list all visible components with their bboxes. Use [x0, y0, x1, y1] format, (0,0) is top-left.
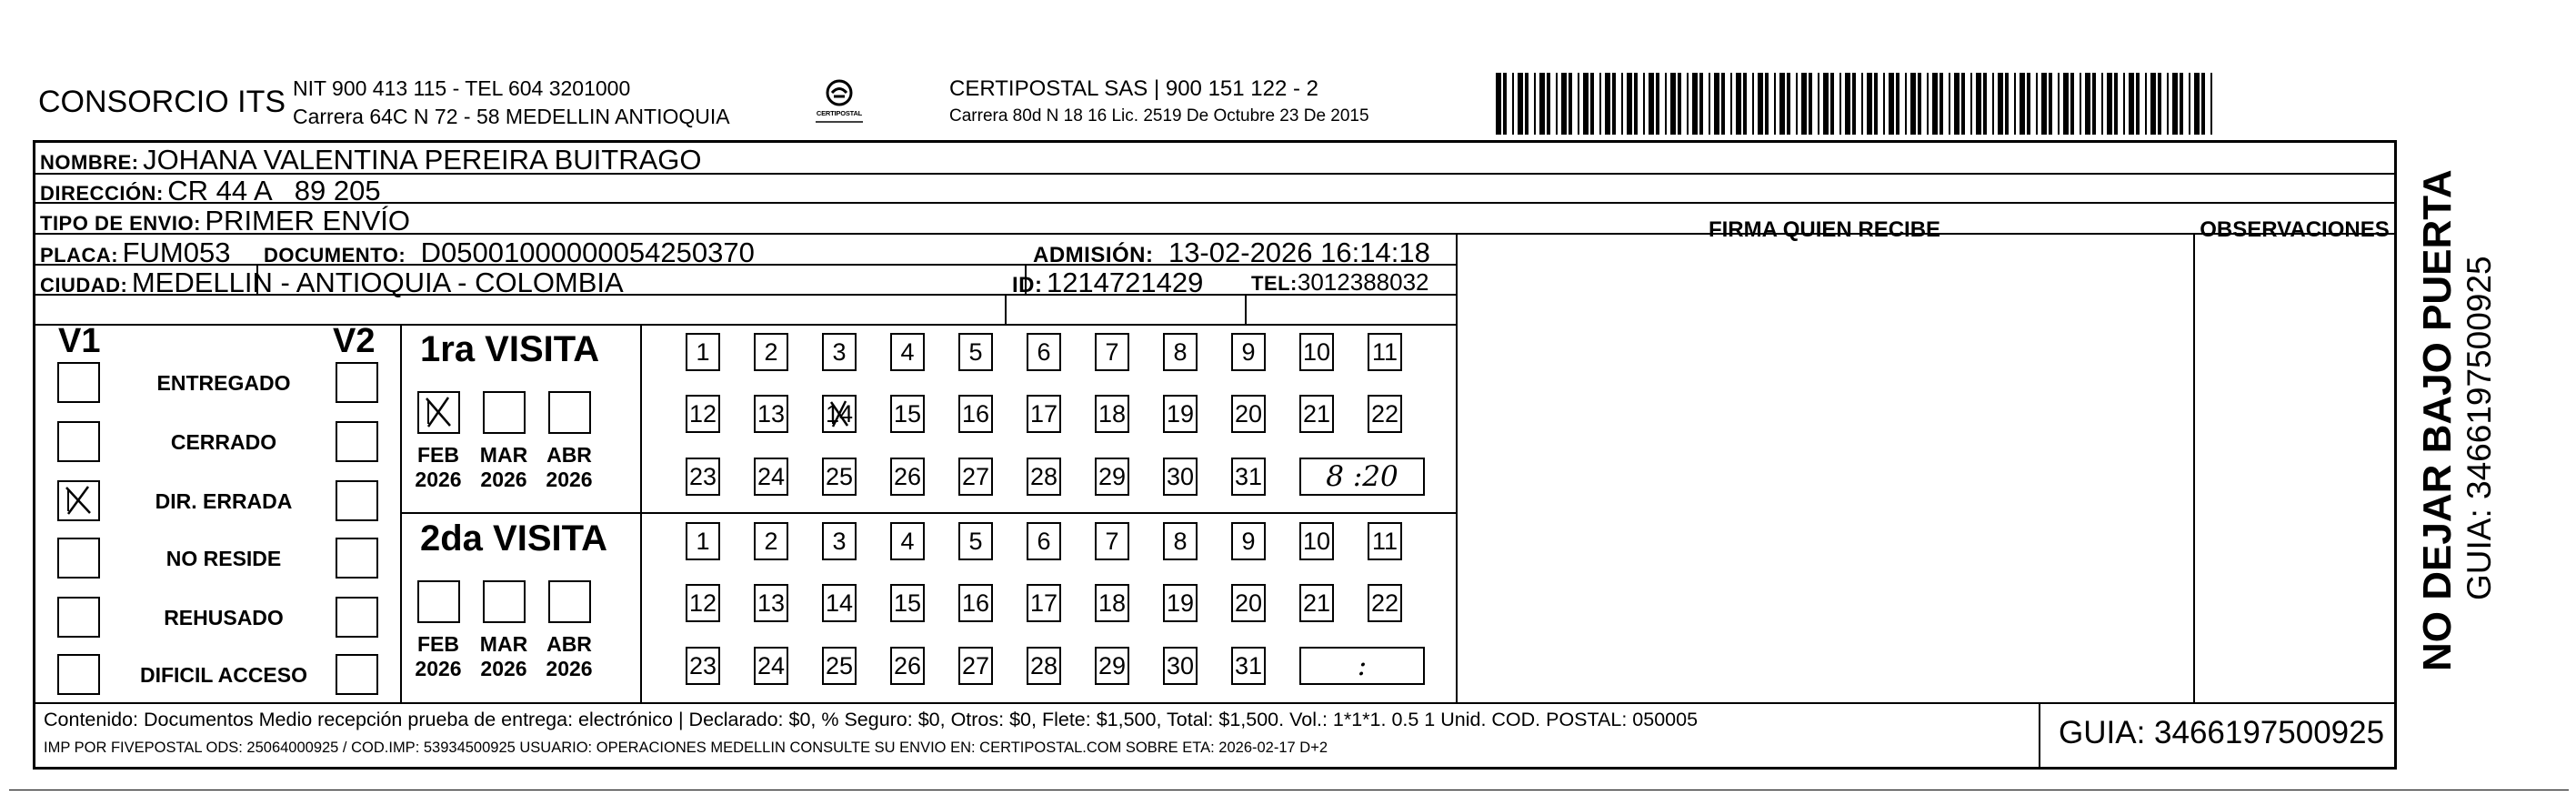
- barcode-bar: [1670, 73, 1676, 135]
- barcode-bar: [1823, 73, 1829, 135]
- admision-cell: [1033, 238, 1430, 267]
- barcode: [1494, 73, 2220, 135]
- month-checkbox[interactable]: [417, 391, 460, 434]
- day-box[interactable]: 4: [890, 333, 925, 371]
- id-value: 1214721429: [1046, 267, 1204, 298]
- day-box[interactable]: 18: [1095, 395, 1129, 433]
- side-guia: GUIA: 3466197500925: [2461, 256, 2498, 600]
- day-box[interactable]: 23: [686, 458, 720, 496]
- barcode-bar: [2027, 73, 2030, 135]
- barcode-bar: [1656, 73, 1659, 135]
- day-box[interactable]: 13: [754, 584, 788, 622]
- day-box[interactable]: 1: [686, 522, 720, 560]
- direccion-label: DIRECCIÓN:: [40, 182, 164, 205]
- day-box[interactable]: 9: [1231, 522, 1266, 560]
- month-label: [406, 632, 470, 681]
- documento-cell: [264, 238, 755, 267]
- barcode-bar: [2070, 73, 2074, 135]
- month-name: ABR: [546, 632, 592, 656]
- day-box[interactable]: 9: [1231, 333, 1266, 371]
- month-checkbox[interactable]: [548, 580, 591, 623]
- barcode-bar: [1561, 73, 1567, 135]
- day-box[interactable]: 21: [1299, 584, 1334, 622]
- barcode-bar: [1643, 73, 1645, 135]
- tipo-envio-row: [40, 206, 410, 235]
- month-checkbox[interactable]: [417, 580, 460, 623]
- day-box[interactable]: 8: [1163, 333, 1198, 371]
- day-box[interactable]: 27: [958, 647, 993, 685]
- barcode-bar: [1927, 73, 1929, 135]
- day-box[interactable]: 3: [822, 522, 857, 560]
- placa-value: FUM053: [122, 236, 231, 268]
- month-name: MAR: [479, 632, 528, 656]
- month-name: ABR: [546, 443, 592, 467]
- day-box[interactable]: 16: [958, 395, 993, 433]
- barcode-bar: [1954, 73, 1960, 135]
- visit2-title: 2da VISITA: [420, 518, 607, 559]
- day-box[interactable]: 27: [958, 458, 993, 496]
- month-year: 2026: [480, 657, 527, 680]
- barcode-bar: [1896, 73, 1899, 135]
- barcode-bar: [1918, 73, 1921, 135]
- barcode-bar: [1525, 73, 1529, 135]
- day-box[interactable]: 5: [958, 333, 993, 371]
- barcode-bar: [2101, 73, 2103, 135]
- id-cell: [1012, 268, 1203, 297]
- barcode-bar: [1889, 73, 1894, 135]
- barcode-bar: [1569, 73, 1572, 135]
- barcode-bar: [1983, 73, 1987, 135]
- barcode-bar: [1940, 73, 1943, 135]
- barcode-bar: [2080, 73, 2081, 135]
- barcode-bar: [1874, 73, 1878, 135]
- barcode-bar: [2210, 73, 2212, 135]
- barcode-bar: [2114, 73, 2118, 135]
- barcode-bar: [1665, 73, 1667, 135]
- ciudad-value: MEDELLIN - ANTIOQUIA - COLOMBIA: [131, 267, 624, 298]
- barcode-bar: [1709, 73, 1710, 135]
- barcode-bar: [2150, 73, 2156, 135]
- barcode-bar: [1992, 73, 1994, 135]
- status-label: DIR. ERRADA: [155, 489, 293, 513]
- day-box[interactable]: 26: [890, 458, 925, 496]
- month-label: [537, 632, 601, 681]
- barcode-bar: [2107, 73, 2112, 135]
- barcode-bar: [1809, 73, 1812, 135]
- placa-cell: [40, 238, 230, 267]
- day-box[interactable]: 19: [1163, 584, 1198, 622]
- barcode-bar: [1998, 73, 2003, 135]
- barcode-bar: [1730, 73, 1732, 135]
- v2-checkbox[interactable]: [336, 597, 378, 638]
- day-box[interactable]: 24: [754, 647, 788, 685]
- day-box[interactable]: 2: [754, 333, 788, 371]
- month-label: [472, 443, 536, 492]
- direccion-row: [40, 176, 381, 205]
- barcode-bar: [1590, 73, 1594, 135]
- day-box[interactable]: 25: [822, 647, 857, 685]
- month-year: 2026: [546, 657, 593, 680]
- observaciones-header: OBSERVACIONES: [2200, 217, 2390, 242]
- day-box[interactable]: 5: [958, 522, 993, 560]
- v1-checkbox[interactable]: [57, 480, 100, 521]
- time-box[interactable]: 8 :20: [1299, 458, 1425, 496]
- day-box[interactable]: 7: [1095, 333, 1129, 371]
- day-box[interactable]: 7: [1095, 522, 1129, 560]
- barcode-bar: [1692, 73, 1698, 135]
- day-box[interactable]: 23: [686, 647, 720, 685]
- barcode-bar: [2136, 73, 2140, 135]
- barcode-bar: [2014, 73, 2016, 135]
- barcode-bar: [1678, 73, 1681, 135]
- month-label: [472, 632, 536, 681]
- day-box[interactable]: 13: [754, 395, 788, 433]
- month-checkbox[interactable]: [548, 391, 591, 434]
- firma-header: FIRMA QUIEN RECIBE: [1708, 217, 1941, 242]
- documento-value: D05001000000054250370: [420, 236, 755, 268]
- day-box[interactable]: 2: [754, 522, 788, 560]
- barcode-bar: [2201, 73, 2205, 135]
- day-box[interactable]: 20: [1231, 395, 1266, 433]
- v1-checkbox[interactable]: [57, 597, 100, 638]
- day-box[interactable]: 15: [890, 395, 925, 433]
- barcode-bar: [1714, 73, 1719, 135]
- footer-guia: GUIA: 3466197500925: [2059, 715, 2385, 750]
- day-box[interactable]: 30: [1163, 647, 1198, 685]
- barcode-bar: [1496, 73, 1501, 135]
- day-box[interactable]: 1: [686, 333, 720, 371]
- barcode-bar: [1961, 73, 1965, 135]
- day-box[interactable]: 28: [1027, 458, 1061, 496]
- barcode-bar: [1905, 73, 1907, 135]
- tel-cell: [1251, 270, 1429, 294]
- company-address: Carrera 64C N 72 - 58 MEDELLIN ANTIOQUIA: [293, 105, 730, 128]
- barcode-bar: [1547, 73, 1550, 135]
- barcode-bar: [1852, 73, 1856, 135]
- barcode-image: [1494, 73, 2220, 135]
- barcode-bar: [1818, 73, 1819, 135]
- v2-checkbox[interactable]: [336, 480, 378, 521]
- barcode-bar: [2058, 73, 2060, 135]
- barcode-bar: [1774, 73, 1776, 135]
- barcode-bar: [1845, 73, 1850, 135]
- barcode-bar: [1830, 73, 1834, 135]
- admision-label: ADMISIÓN:: [1033, 243, 1154, 267]
- status-label: REHUSADO: [164, 606, 284, 629]
- id-label: ID:: [1012, 273, 1043, 297]
- month-year: 2026: [480, 468, 527, 491]
- barcode-bar: [1699, 73, 1703, 135]
- placa-label: PLACA:: [40, 244, 119, 267]
- barcode-bar: [2172, 73, 2178, 135]
- handwritten-check-mark: [419, 393, 457, 431]
- day-box[interactable]: 20: [1231, 584, 1266, 622]
- day-box[interactable]: 22: [1368, 584, 1402, 622]
- barcode-bar: [2145, 73, 2147, 135]
- barcode-bar: [1839, 73, 1841, 135]
- barcode-bar: [1627, 73, 1632, 135]
- day-box[interactable]: 10: [1299, 522, 1334, 560]
- carrier-address: Carrera 80d N 18 16 Lic. 2519 De Octubre 23 De 2015: [949, 106, 1369, 126]
- day-box[interactable]: 14: [822, 584, 857, 622]
- certipostal-logo: [812, 76, 867, 124]
- status-label: CERRADO: [170, 430, 277, 454]
- barcode-bar: [1970, 73, 1972, 135]
- day-box[interactable]: 12: [686, 395, 720, 433]
- day-box[interactable]: 11: [1368, 522, 1402, 560]
- tel-label: TEL:: [1251, 272, 1298, 295]
- day-box[interactable]: 11: [1368, 333, 1402, 371]
- barcode-bar: [2194, 73, 2200, 135]
- barcode-bar: [1779, 73, 1785, 135]
- month-year: 2026: [546, 468, 593, 491]
- day-box[interactable]: 22: [1368, 395, 1402, 433]
- barcode-bar: [1765, 73, 1769, 135]
- day-box[interactable]: 31: [1231, 647, 1266, 685]
- documento-label: DOCUMENTO:: [264, 244, 406, 267]
- day-box[interactable]: 26: [890, 647, 925, 685]
- visit1-title: 1ra VISITA: [420, 329, 600, 369]
- status-label: DIFICIL ACCESO: [139, 663, 308, 687]
- barcode-bar: [1743, 73, 1747, 135]
- carrier-name: CERTIPOSTAL SAS | 900 151 122 - 2: [949, 76, 1318, 101]
- barcode-bar: [1605, 73, 1610, 135]
- v1-checkbox[interactable]: [57, 538, 100, 579]
- barcode-bar: [1634, 73, 1638, 135]
- handwritten-check-mark: [59, 482, 97, 518]
- nombre-label: NOMBRE:: [40, 151, 139, 174]
- day-box[interactable]: 6: [1027, 333, 1061, 371]
- day-box[interactable]: 15: [890, 584, 925, 622]
- nombre-value: JOHANA VALENTINA PEREIRA BUITRAGO: [143, 144, 702, 176]
- month-label: [537, 443, 601, 492]
- nombre-row: [40, 146, 701, 174]
- v1-checkbox[interactable]: [57, 421, 100, 462]
- v1-label: V1: [58, 322, 101, 360]
- barcode-bar: [1867, 73, 1872, 135]
- v2-checkbox[interactable]: [336, 654, 378, 695]
- barcode-bar: [2158, 73, 2161, 135]
- tel-value: 3012388032: [1297, 268, 1429, 296]
- barcode-bar: [1932, 73, 1938, 135]
- day-box[interactable]: 17: [1027, 584, 1061, 622]
- barcode-bar: [1758, 73, 1763, 135]
- barcode-bar: [2036, 73, 2038, 135]
- month-checkbox[interactable]: [483, 580, 526, 623]
- barcode-bar: [2085, 73, 2090, 135]
- day-box[interactable]: 30: [1163, 458, 1198, 496]
- time-box[interactable]: :: [1299, 647, 1425, 685]
- tipo-envio-label: TIPO DE ENVIO:: [40, 212, 201, 235]
- footer-contenido: Contenido: Documentos Medio recepción prueba de entrega: electrónico | Declarado: $0, % Seguro: $0, Otros: $0, Flete: $1,500, Total: $1,500. Vol.: 1*1*1. 0.5 1 Unid. COD. POSTAL: 050005: [44, 709, 1699, 730]
- barcode-bar: [2189, 73, 2190, 135]
- barcode-bar: [2180, 73, 2183, 135]
- barcode-bar: [2041, 73, 2047, 135]
- barcode-bar: [1539, 73, 1545, 135]
- barcode-bar: [1976, 73, 1981, 135]
- handwritten-check-mark: [824, 397, 855, 431]
- status-label: NO RESIDE: [165, 547, 282, 570]
- barcode-bar: [1949, 73, 1950, 135]
- barcode-bar: [1752, 73, 1754, 135]
- day-box[interactable]: 6: [1027, 522, 1061, 560]
- day-box[interactable]: 29: [1095, 647, 1129, 685]
- barcode-bar: [1503, 73, 1507, 135]
- barcode-bar: [1518, 73, 1523, 135]
- direccion-value: CR 44 A 89 205: [167, 175, 381, 206]
- barcode-bar: [1583, 73, 1589, 135]
- barcode-bar: [1801, 73, 1807, 135]
- barcode-bar: [1796, 73, 1798, 135]
- v1-checkbox[interactable]: [57, 654, 100, 695]
- month-name: MAR: [479, 443, 528, 467]
- barcode-bar: [1883, 73, 1885, 135]
- barcode-bar: [1649, 73, 1654, 135]
- barcode-bar: [2020, 73, 2025, 135]
- status-label: ENTREGADO: [156, 371, 291, 395]
- barcode-bar: [1787, 73, 1790, 135]
- day-box[interactable]: 19: [1163, 395, 1198, 433]
- v2-label: V2: [333, 322, 376, 360]
- v2-checkbox[interactable]: [336, 362, 378, 403]
- v1-checkbox[interactable]: [57, 362, 100, 403]
- barcode-bar: [2167, 73, 2169, 135]
- day-box[interactable]: 29: [1095, 458, 1129, 496]
- day-box[interactable]: 4: [890, 522, 925, 560]
- tipo-envio-value: PRIMER ENVÍO: [205, 205, 411, 236]
- month-year: 2026: [415, 657, 462, 680]
- barcode-bar: [1512, 73, 1514, 135]
- day-box[interactable]: 31: [1231, 458, 1266, 496]
- certipostal-logo-text: CERTIPOSTAL: [816, 109, 863, 117]
- day-box[interactable]: 17: [1027, 395, 1061, 433]
- day-box[interactable]: 21: [1299, 395, 1334, 433]
- barcode-bar: [2123, 73, 2125, 135]
- day-box[interactable]: 28: [1027, 647, 1061, 685]
- day-box[interactable]: 8: [1163, 522, 1198, 560]
- barcode-bar: [1612, 73, 1616, 135]
- barcode-bar: [2049, 73, 2052, 135]
- ciudad-label: CIUDAD:: [40, 274, 128, 297]
- barcode-bar: [2129, 73, 2134, 135]
- v2-checkbox[interactable]: [336, 421, 378, 462]
- barcode-bar: [2092, 73, 2096, 135]
- admision-value: 13-02-2026 16:14:18: [1168, 236, 1430, 268]
- day-box[interactable]: 3: [822, 333, 857, 371]
- barcode-bar: [2005, 73, 2009, 135]
- barcode-bar: [1736, 73, 1741, 135]
- barcode-bar: [1556, 73, 1558, 135]
- company-nit-tel: NIT 900 413 115 - TEL 604 3201000: [293, 76, 631, 100]
- month-name: FEB: [417, 443, 459, 467]
- day-box[interactable]: 12: [686, 584, 720, 622]
- barcode-bar: [1599, 73, 1601, 135]
- day-box[interactable]: 14: [822, 395, 857, 433]
- month-label: [406, 443, 470, 492]
- month-year: 2026: [415, 468, 462, 491]
- side-warning: NO DEJAR BAJO PUERTA: [2415, 169, 2460, 671]
- day-box[interactable]: 18: [1095, 584, 1129, 622]
- barcode-bar: [1621, 73, 1623, 135]
- day-box[interactable]: 24: [754, 458, 788, 496]
- barcode-bar: [1687, 73, 1689, 135]
- barcode-bar: [1534, 73, 1536, 135]
- company-name: CONSORCIO ITS: [38, 85, 286, 119]
- barcode-bar: [1910, 73, 1916, 135]
- day-box[interactable]: 10: [1299, 333, 1334, 371]
- v2-checkbox[interactable]: [336, 538, 378, 579]
- ciudad-cell: [40, 268, 624, 297]
- month-checkbox[interactable]: [483, 391, 526, 434]
- day-box[interactable]: 25: [822, 458, 857, 496]
- day-box[interactable]: 16: [958, 584, 993, 622]
- barcode-bar: [1578, 73, 1579, 135]
- month-name: FEB: [417, 632, 459, 656]
- barcode-bar: [1721, 73, 1725, 135]
- barcode-bar: [1861, 73, 1863, 135]
- footer-imp-info: IMP POR FIVEPOSTAL ODS: 25064000925 / COD.IMP: 53934500925 USUARIO: OPERACIONES MEDELLIN CONSULTE SU ENVIO EN: CERTIPOSTAL.COM SOBRE ETA: 2026-02-17 D+2: [44, 740, 1328, 756]
- barcode-bar: [2063, 73, 2069, 135]
